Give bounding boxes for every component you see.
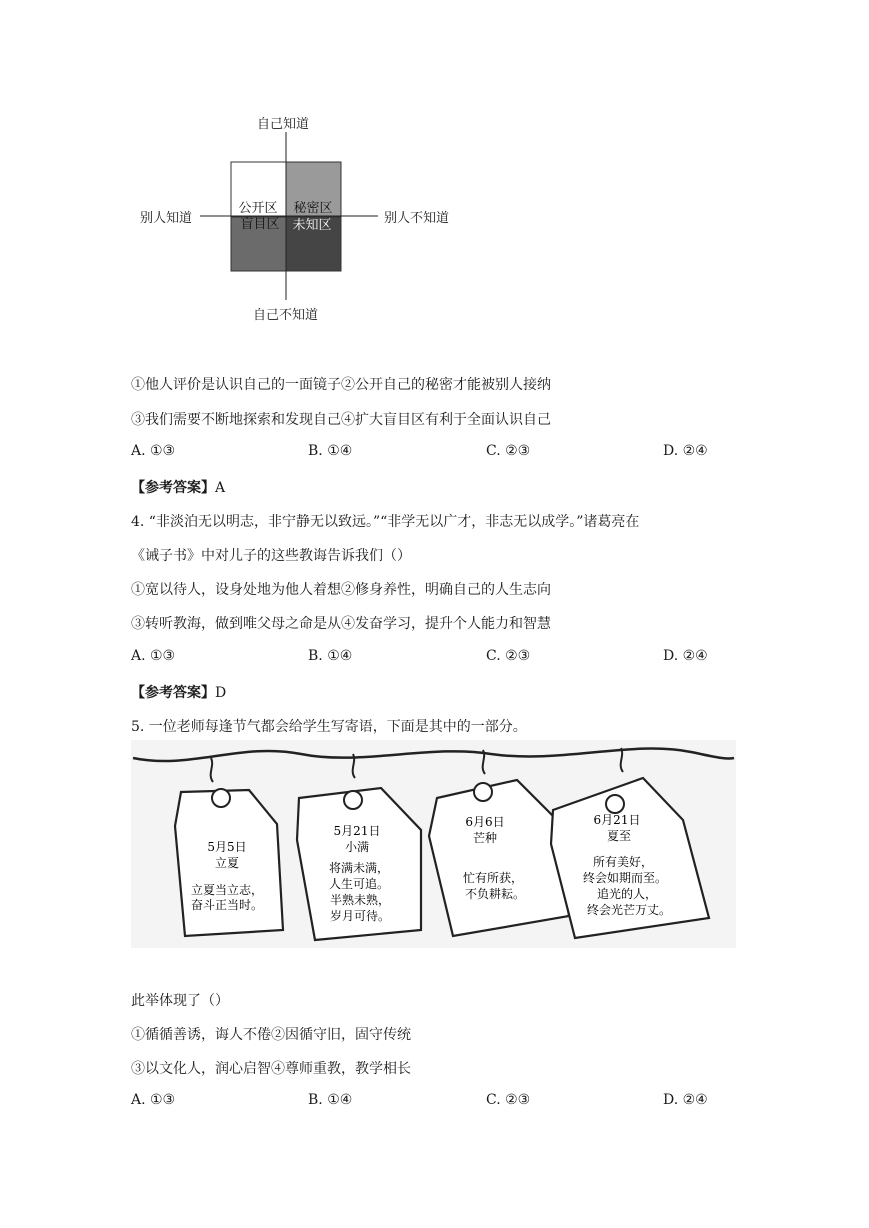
q5-stem: 5. 一位老师每逢节气都会给学生写寄语，下面是其中的一部分。 xyxy=(131,719,527,735)
q5-question: 此举体现了（） xyxy=(131,993,229,1009)
quadrant-public-label: 公开区 xyxy=(238,201,278,216)
tag-2-line-3: 半熟未熟， xyxy=(329,893,391,907)
tag-3-term: 芒种 xyxy=(472,831,498,845)
quadrant-blind-label: 盲目区 xyxy=(240,217,280,232)
q3-answer xyxy=(131,477,225,497)
tag-2-line-1: 将满未满， xyxy=(328,861,390,875)
q3-answer-value: A xyxy=(215,480,226,496)
q5-option-a[interactable]: A. ①③ xyxy=(131,1092,176,1108)
q5-statement-line2: ③以文化人，润心启智④尊师重教，教学相长 xyxy=(131,1061,411,1077)
tag-4-line-2: 终会如期而至。 xyxy=(582,871,668,885)
tag-4-date: 6月21日 xyxy=(593,813,641,827)
q5-option-b[interactable]: B. ①④ xyxy=(308,1092,353,1108)
q5-statement-line1: ①循循善诱，诲人不倦②因循守旧，固守传统 xyxy=(131,1027,411,1043)
tag-2-term: 小满 xyxy=(344,840,370,854)
q4-statement-line1: ①宽以待人，设身处地为他人着想②修身养性，明确自己的人生志向 xyxy=(131,582,551,598)
tag-4-line-3: 追光的人， xyxy=(596,887,658,901)
q3-statement-line1: ①他人评价是认识自己的一面镜子②公开自己的秘密才能被别人接纳 xyxy=(131,377,551,393)
q4-option-c[interactable]: C. ②③ xyxy=(486,648,531,664)
q3-option-d[interactable]: D. ②④ xyxy=(663,443,708,459)
q4-stem-line1: 4. “非淡泊无以明志，非宁静无以致远。”“非学无以广才，非志无以成学。”诸葛亮在 xyxy=(131,514,640,530)
label-others-unknown: 别人不知道 xyxy=(384,211,450,226)
tag-1-line-1: 立夏当立志， xyxy=(190,883,264,897)
tag-3-line-1: 忙有所获， xyxy=(462,871,524,885)
q3-answer-label: 【参考答案】 xyxy=(131,480,215,496)
tag-2-line-2: 人生可追。 xyxy=(328,877,390,891)
label-self-knows: 自己知道 xyxy=(257,117,310,132)
johari-window-diagram xyxy=(130,108,470,328)
tag-4-term: 夏至 xyxy=(606,829,632,843)
q5-option-c[interactable]: C. ②③ xyxy=(486,1092,531,1108)
solar-term-tags-figure xyxy=(131,740,736,948)
tag-2-date: 5月21日 xyxy=(333,824,381,838)
tag-3-date: 6月6日 xyxy=(465,815,505,829)
q4-statement-line2: ③转听教海，做到唯父母之命是从④发奋学习，提升个人能力和智慧 xyxy=(131,616,551,632)
tags-illustration xyxy=(131,740,736,948)
q4-answer xyxy=(131,682,226,702)
q4-stem-line2: 《诫子书》中对儿子的这些教诲告诉我们（） xyxy=(131,548,411,564)
quadrant-unknown-label: 未知区 xyxy=(292,218,332,233)
label-others-know: 别人知道 xyxy=(140,211,193,226)
tag-2-line-4: 岁月可待。 xyxy=(329,909,391,923)
q3-option-c[interactable]: C. ②③ xyxy=(486,443,531,459)
tag-1-date: 5月5日 xyxy=(207,840,247,854)
q4-answer-value: D xyxy=(215,685,227,701)
tag-3-line-2: 不负耕耘。 xyxy=(464,887,526,901)
q4-option-d[interactable]: D. ②④ xyxy=(663,648,708,664)
q4-answer-label: 【参考答案】 xyxy=(131,685,215,701)
q4-option-b[interactable]: B. ①④ xyxy=(308,648,353,664)
q5-option-d[interactable]: D. ②④ xyxy=(663,1092,708,1108)
label-self-unknown: 自己不知道 xyxy=(253,308,319,323)
tag-4-line-4: 终会光芒万丈。 xyxy=(586,903,672,917)
q3-option-a[interactable]: A. ①③ xyxy=(131,443,176,459)
tag-1-line-2: 奋斗正当时。 xyxy=(190,898,264,912)
quadrant-secret-label: 秘密区 xyxy=(293,201,333,216)
tag-1-term: 立夏 xyxy=(214,856,240,870)
q3-option-b[interactable]: B. ①④ xyxy=(308,443,353,459)
q3-statement-line2: ③我们需要不断地探索和发现自己④扩大盲目区有利于全面认识自己 xyxy=(131,412,551,428)
q4-option-a[interactable]: A. ①③ xyxy=(131,648,176,664)
tag-4-line-1: 所有美好， xyxy=(592,855,654,869)
